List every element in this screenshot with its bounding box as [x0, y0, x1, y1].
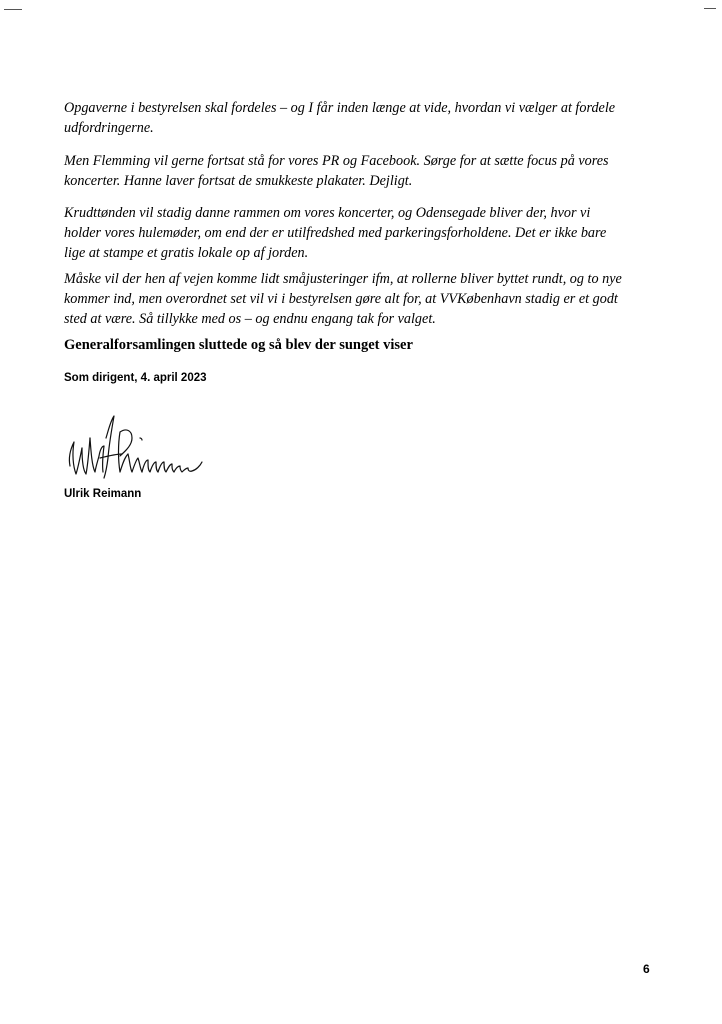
paragraph-line: sted at være. Så tillykke med os – og endnu engang tak for valget. — [64, 311, 436, 327]
paragraph-adjustments — [64, 269, 664, 329]
scan-artifact — [4, 9, 22, 10]
scan-artifact — [704, 8, 716, 9]
paragraph-line: Men Flemming vil gerne fortsat stå for vores PR og Facebook. Sørge for at sætte focus på vores — [64, 153, 609, 169]
paragraph-tasks — [64, 98, 664, 138]
paragraph-line: koncerter. Hanne laver fortsat de smukkeste plakater. Dejligt. — [64, 173, 413, 189]
paragraph-venues — [64, 203, 664, 263]
paragraph-line: Måske vil der hen af vejen komme lidt småjusteringer ifm, at rollerne bliver byttet rundt, og to nye — [64, 271, 622, 287]
paragraph-pr — [64, 151, 664, 191]
signer-name: Ulrik Reimann — [64, 488, 142, 500]
paragraph-line: holder vores hulemøder, om end der er utilfredshed med parkeringsforholdene. Det er ikke bare — [64, 225, 607, 241]
closing-line: Som dirigent, 4. april 2023 — [64, 372, 207, 384]
handwritten-signature — [62, 408, 212, 488]
section-heading: Generalforsamlingen sluttede og så blev der sunget viser — [64, 337, 413, 353]
paragraph-line: Opgaverne i bestyrelsen skal fordeles – og I får inden længe at vide, hvordan vi vælger at fordele — [64, 100, 616, 116]
paragraph-line: udfordringerne. — [64, 120, 154, 136]
paragraph-line: Krudttønden vil stadig danne rammen om vores koncerter, og Odensegade bliver der, hvor vi — [64, 205, 591, 221]
page-number: 6 — [643, 962, 650, 976]
paragraph-line: lige at stampe et gratis lokale op af jorden. — [64, 245, 309, 261]
paragraph-line: kommer ind, men overordnet set vil vi i bestyrelsen gøre alt for, at VVKøbenhavn stadig er et godt — [64, 291, 618, 307]
